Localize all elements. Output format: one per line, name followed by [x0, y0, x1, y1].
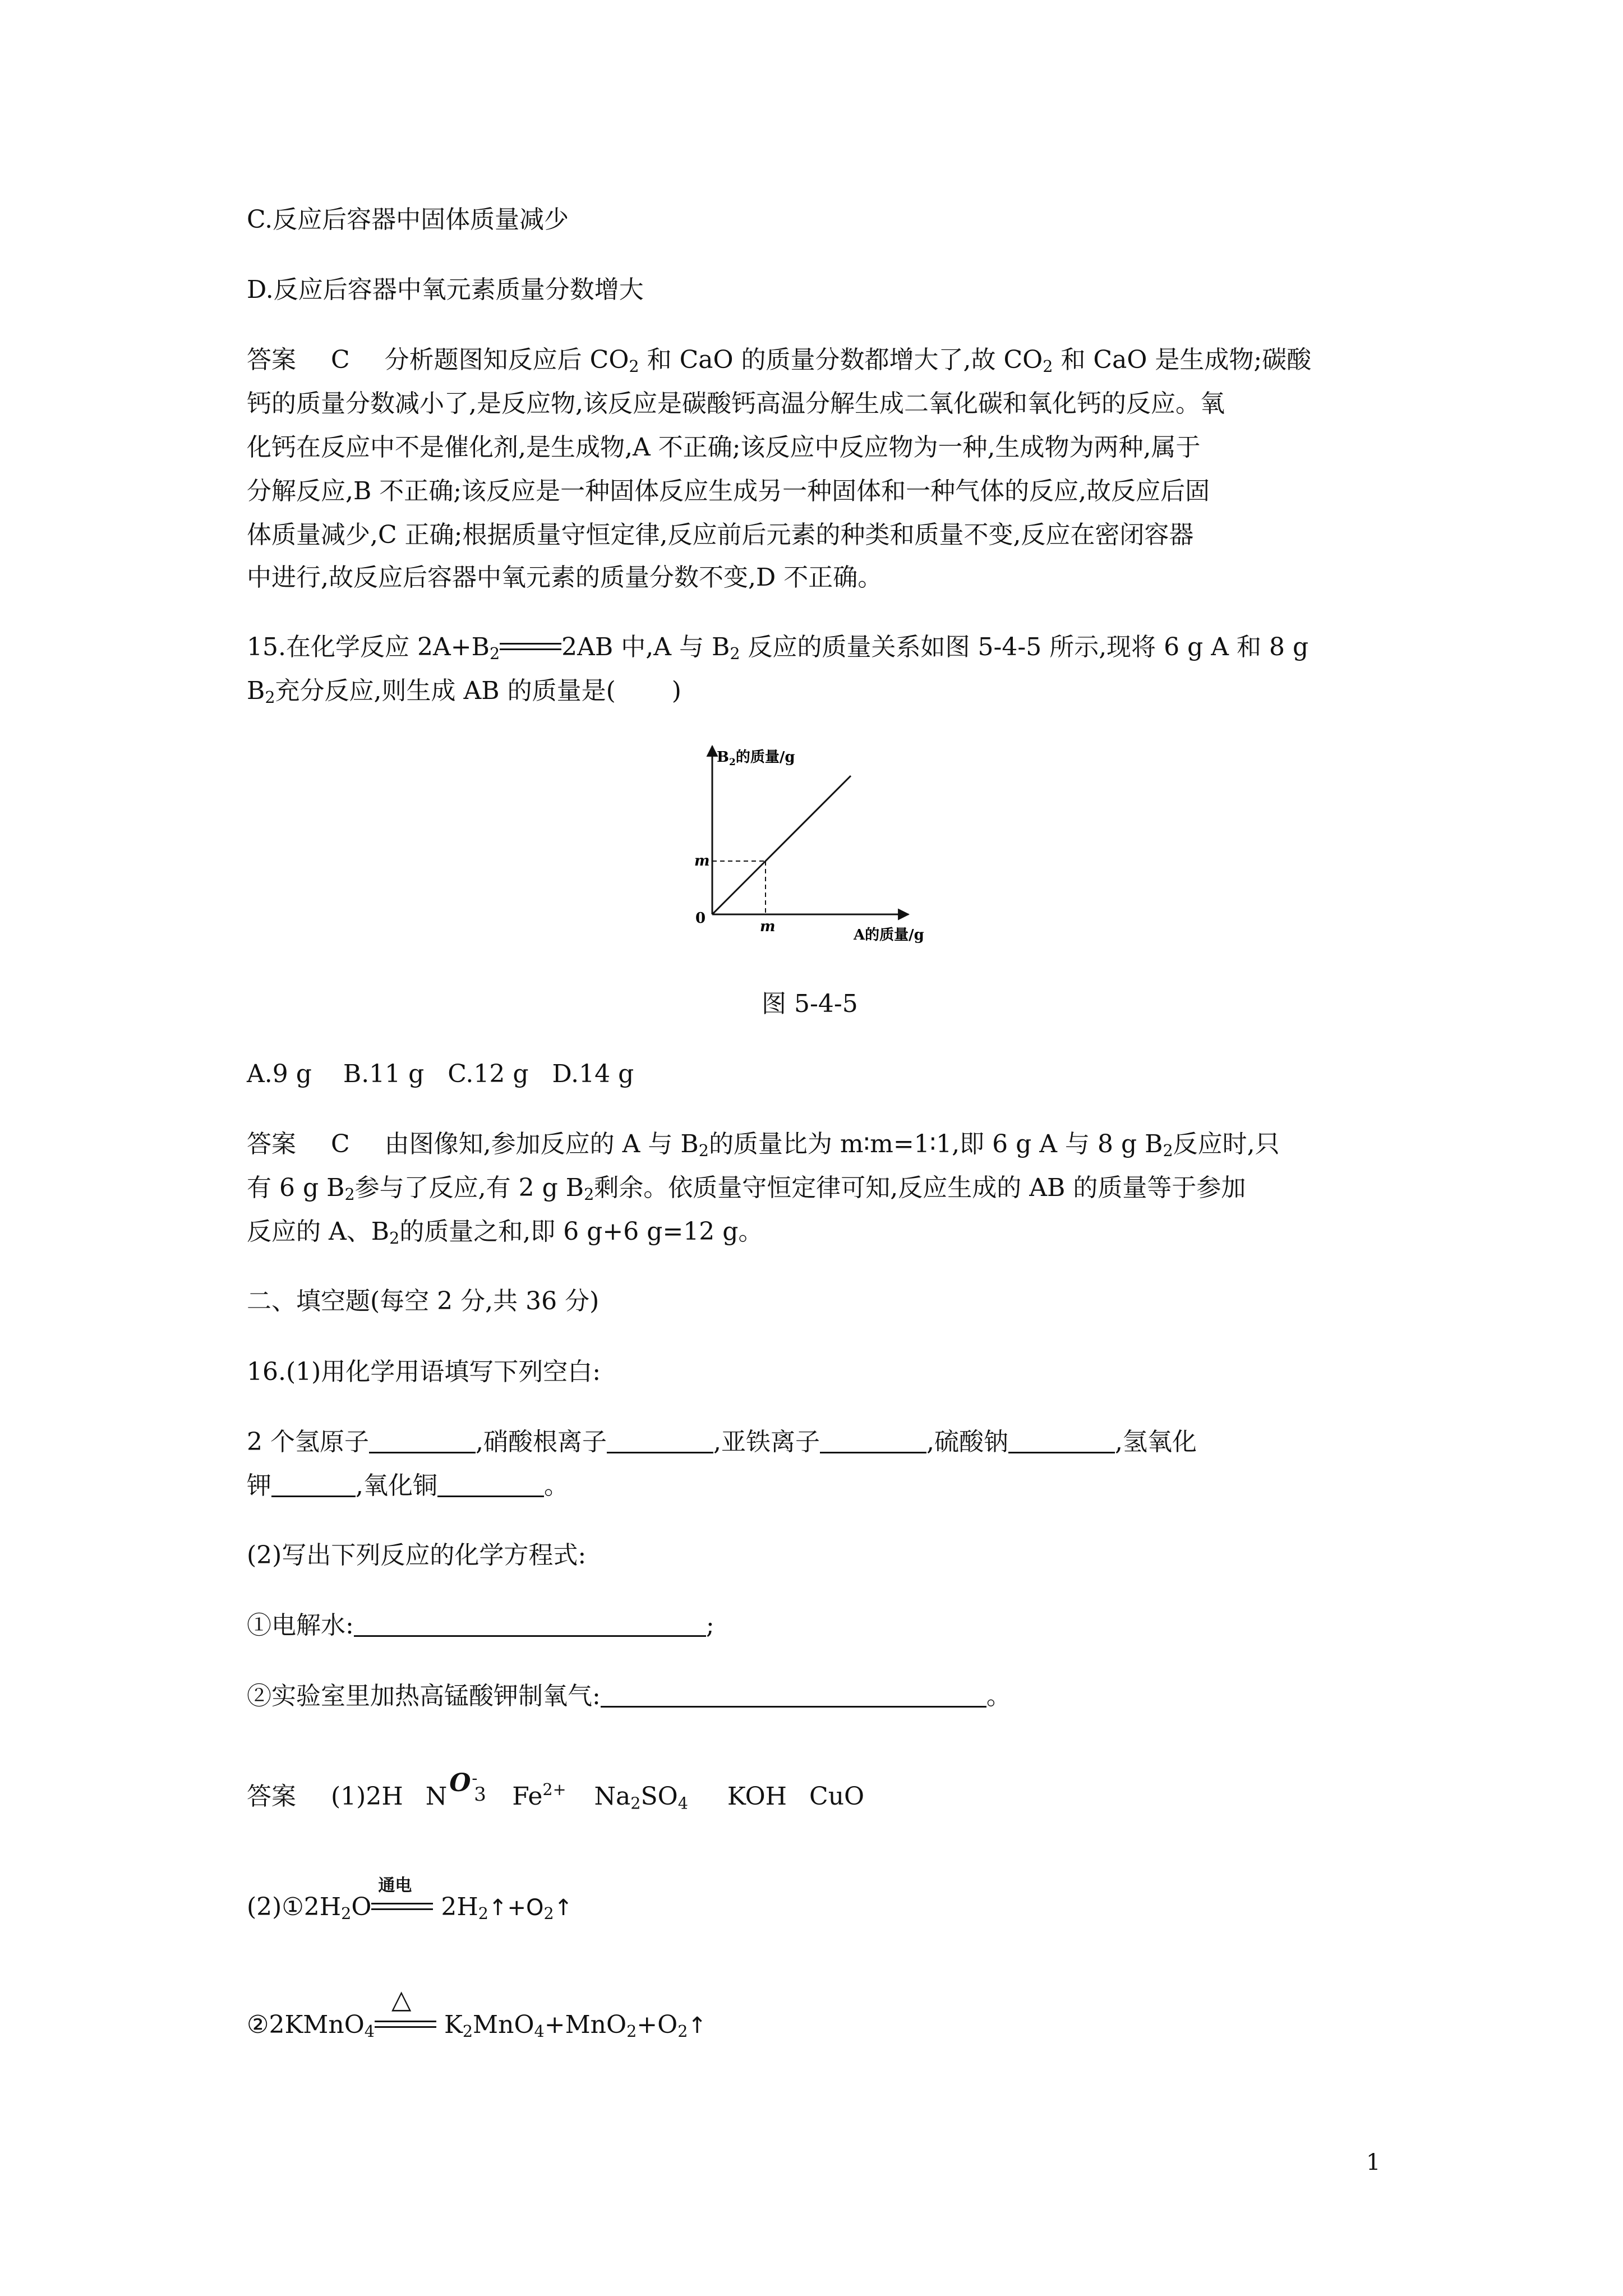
blank-nitrate-ion[interactable] [607, 1427, 713, 1453]
reaction-condition-electric: 通电 [371, 1895, 433, 1917]
blank-kmno4-equation[interactable] [601, 1681, 986, 1708]
question-16-equation-1: ①电解水: ; [247, 1611, 714, 1640]
answer-14-line-2: 钙的质量分数减小了,是反应物,该反应是碳酸钙高温分解生成二氧化碳和氧化钙的反应。氧 [247, 389, 1225, 418]
blank-electrolysis-equation[interactable] [354, 1611, 706, 1637]
question-15-line-1: 15.在化学反应 $2A+B_2$ 2AB 中,A 与 $B_2$ 反应的质量关系如图 5-4-5 所示,现将 6 g A 和 8 g [247, 633, 1309, 664]
option-c: C.反应后容器中固体质量减少 [247, 205, 569, 234]
answer-16-equation-1: $(2)①2H_2O$ 通电 $2H_2↑+O_2↑$ [247, 1876, 573, 1924]
section-heading: 二、填空题(每空 2 分,共 36 分) [247, 1287, 600, 1315]
nitrate-formula: O - 3 [449, 1769, 486, 1806]
page-number: 1 [1366, 2150, 1381, 2175]
question-16-equation-2: ②实验室里加热高锰酸钾制氧气: 。 [247, 1682, 1011, 1710]
answer-15-line-1: 答案 C 由图像知,参加反应的 A 与 $B_2$的质量比为 m∶m=1∶1,即 6 g A 与 8 g $B_2$反应时,只 [247, 1130, 1280, 1161]
answer-14-line-4: 分解反应,B 不正确;该反应是一种固体反应生成另一种固体和一种气体的反应,故反应后固 [247, 477, 1210, 505]
answer-14-line-3: 化钙在反应中不是催化剂,是生成物,A 不正确;该反应中反应物为一种,生成物为两种,属于 [247, 433, 1201, 462]
answer-15-line-3: 反应的 A、$B_2$的质量之和,即 6 g+6 g=12 g。 [247, 1217, 763, 1248]
question-15-line-2: $B_2$充分反应,则生成 AB 的质量是( ) [247, 677, 681, 707]
series-line [712, 776, 851, 914]
question-16-blanks-line-1: 2 个氢原子 ,硝酸根离子 ,亚铁离子 ,硫酸钠 ,氢氧化 [247, 1428, 1197, 1456]
question-16-part-2: (2)写出下列反应的化学方程式: [247, 1541, 587, 1570]
blank-copper-oxide[interactable] [437, 1471, 544, 1497]
blank-ferrous-ion[interactable] [820, 1427, 926, 1453]
answer-16-part-1: 答案 (1)2H N O - 3 $Fe^{2+}$ $Na_2SO_4$ KOH CuO [247, 1769, 865, 1813]
answer-16-equation-2: ②2KMnO$_4$ △ $K_2MnO_4+MnO_2+O_2↑$ [247, 1984, 707, 2041]
question-16-blanks-line-2: 钾 ,氧化铜 。 [247, 1471, 569, 1500]
y-tick-label: m [694, 853, 710, 869]
mass-relation-chart [690, 729, 959, 954]
answer-14-line-5: 体质量减少,C 正确;根据质量守恒定律,反应前后元素的种类和质量不变,反应在密闭容器 [247, 521, 1194, 549]
answer-14-line-6: 中进行,故反应后容器中氧元素的质量分数不变,D 不正确。 [247, 563, 883, 592]
figure-caption: 图 5-4-5 [762, 990, 858, 1018]
blank-potassium-hydroxide[interactable] [271, 1471, 356, 1497]
option-d: D.反应后容器中氧元素质量分数增大 [247, 275, 644, 304]
equals-sign [500, 635, 561, 657]
origin-label: 0 [695, 910, 706, 927]
y-axis-label: $B_2$的质量/g [717, 749, 795, 768]
answer-14-line-1: 答案 C 分析题图知反应后 $CO_2$ 和 CaO 的质量分数都增大了,故 $CO_2$ 和 CaO 是生成物;碳酸 [247, 346, 1312, 376]
question-15-options: A.9 g B.11 g C.12 g D.14 g [247, 1060, 634, 1088]
reaction-condition-heat: △ [375, 2013, 436, 2035]
blank-hydrogen-atoms[interactable] [369, 1427, 476, 1453]
question-16-part-1: 16.(1)用化学用语填写下列空白: [247, 1358, 601, 1386]
blank-sodium-sulfate[interactable] [1008, 1427, 1115, 1453]
x-tick-label: m [760, 918, 776, 935]
answer-15-line-2: 有 6 g $B_2$参与了反应,有 2 g $B_2$剩余。依质量守恒定律可知,反应生成的 AB 的质量等于参加 [247, 1174, 1246, 1204]
x-axis-label: A的质量/g [854, 927, 924, 944]
